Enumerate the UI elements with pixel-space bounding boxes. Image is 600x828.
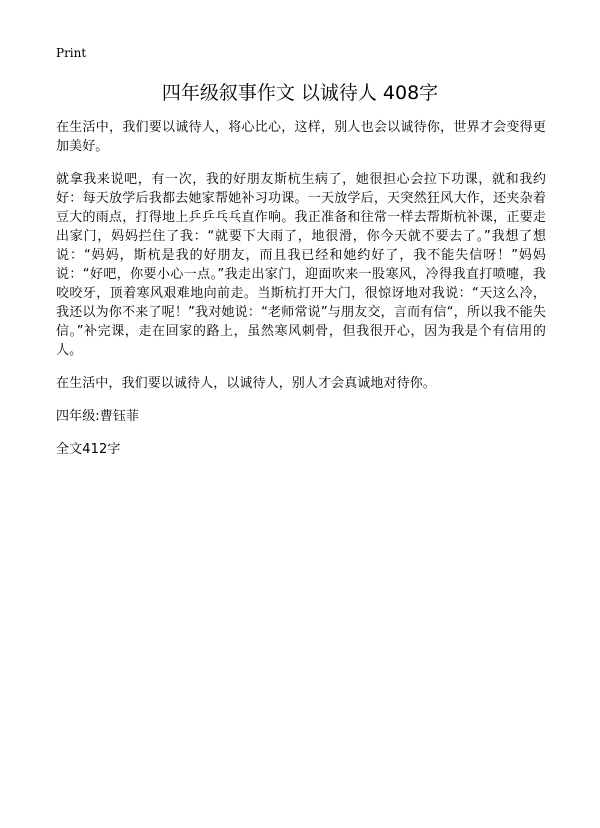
word-count: 全文412字 bbox=[56, 442, 121, 457]
article-title: 四年级叙事作文 以诚待人 408字 bbox=[161, 82, 439, 104]
print-link[interactable]: Print bbox=[56, 46, 87, 60]
paragraph-conclusion: 在生活中，我们要以诚待人，以诚待人，别人才会真诚地对待你。 bbox=[56, 376, 436, 391]
author-line: 四年级:曹钰菲 bbox=[56, 409, 140, 424]
paragraph-intro: 在生活中，我们要以诚待人，将心比心，这样，别人也会以诚待你，世界才会变得更加美好。 bbox=[56, 120, 546, 154]
paragraph-story: 就拿我来说吧，有一次，我的好朋友斯杭生病了，她很担心会拉下功课，就和我约好：每天放学后我都去她家帮她补习功课。一天放学后，天突然狂风大作，还夹杂着豆大的雨点，打得地上乒乒乓乓直作响。我正准备和往常一样去帮斯杭补课，正要走出家门，妈妈拦住了我：“就要下大雨了，地很滑，你今天就不要去了。”我想了想说：“妈妈，斯杭是我的好朋友，而且我已经和她约好了，我不能失信呀！”妈妈说：“好吧，你要小心一点。”我走出家门，迎面吹来一股寒风，冷得我直打喷嚏，我咬咬牙，顶着寒风艰难地向前走。当斯杭打开大门，很惊讶地对我说：“天这么冷，我还以为你不来了呢！”我对她说：“老师常说”与朋友交，言而有信“，所以我不能失信。”补完课，走在回家的路上，虽然寒风刺骨，但我很开心，因为我是个有信用的人。 bbox=[56, 172, 546, 358]
article-body bbox=[56, 118, 546, 473]
